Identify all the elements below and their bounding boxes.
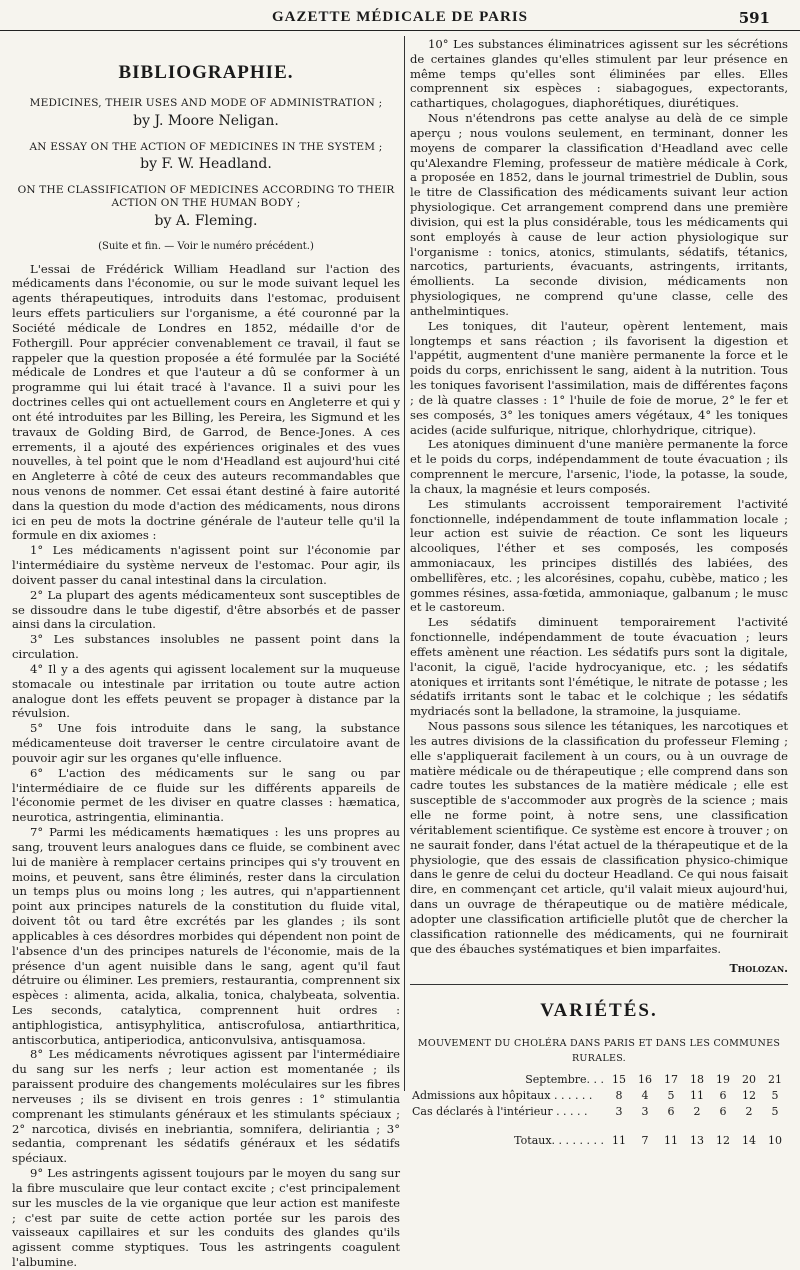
table-header-row — [410, 1072, 788, 1088]
paragraph: Les atoniques diminuent d'une manière permanente la force et le poids du corps, indépendamment de toute évacuation ; ils comprennent le mercure, l'arsenic, l'iode, la potasse, la soude, la chaux, la magnésie et leurs composés. — [410, 437, 788, 496]
axiom: 4° Il y a des agents qui agissent localement sur la muqueuse stomacale ou intestinale par irritation ou toute autre action analogue dont les effets peuvent se propager à distance par la révulsion. — [12, 661, 400, 721]
table-row — [410, 1088, 788, 1104]
day-label: 15 — [612, 1073, 626, 1087]
totals-row — [410, 1120, 788, 1149]
cell-value: 2 — [745, 1105, 753, 1119]
cell-value: 4 — [641, 1089, 649, 1103]
column-divider — [404, 36, 405, 1091]
stats-title: MOUVEMENT DU CHOLÉRA DANS PARIS ET DANS LES COMMUNES RURALES. — [417, 1037, 781, 1064]
book2-title: AN ESSAY ON THE ACTION OF MEDICINES IN THE SYSTEM ; — [29, 140, 383, 153]
paragraph: Les stimulants accroissent temporairement l'activité fonctionnelle, indépendamment de toute inflammation locale ; leur action est suivie de réaction. Ce sont les liqueurs alcooliques, l'éther et ses composés, les composés ammoniacaux, les principes distillés des labiées, des ombellifères, etc. ; les alcorésines, copahu, cubèbe, matico ; les gommes résines, assa-fœtida, ammoniaque, galbanum ; le musc et le castoreum. — [410, 496, 788, 615]
row-label: Admissions aux hôpitaux . . . . . . — [412, 1089, 593, 1103]
right-column — [410, 37, 788, 1149]
month-label: Septembre. . . — [525, 1073, 604, 1087]
axiom: 6° L'action des médicaments sur le sang ou par l'intermédiaire de ce fluide sur les différents appareils de l'économie permet de les diviser en quatre classes : hæmatica, neurotica, astringentia, eliminantia. — [12, 765, 400, 825]
cholera-table — [410, 1072, 788, 1149]
cell-value: 6 — [667, 1105, 675, 1119]
author-signature: Tholozan. — [729, 962, 788, 976]
total-value: 12 — [716, 1134, 730, 1148]
day-label: 18 — [690, 1073, 704, 1087]
axiom: 7° Parmi les médicaments hæmatiques : les uns propres au sang, trouvent leurs analogues dans ce fluide, se combinent avec lui de manière à remplacer certains principes qui s'y trouvent en moins, et peuvent, sans être éliminés, rester dans la circulation un temps plus ou moins long ; les autres, qui n'appartiennent point aux principes naturels de la constitution du fluide vital, doivent tôt ou tard être excrétés par les glandes ; ils sont applicables à ces désordres morbides qui dépendent non point de l'absence d'un des principes naturels de l'économie, mais de la présence d'un agent nuisible dans le sang, agent qu'il faut détruire ou éliminer. Les premiers, restaurantia, comprennent six espèces : alimenta, acida, alkalia, tonica, chalybeata, solventia. Les seconds, catalytica, comprennent huit ordres : antiphlogistica, antisyphylitica, antiscrofulosa, antiarthritica, antiscorbutica, antiperiodica, anticonvulsiva, antisquamosa. — [12, 825, 400, 1047]
total-value: 13 — [690, 1134, 704, 1148]
axiom: 5° Une fois introduite dans le sang, la substance médicamenteuse doit traverser le centre circulatoire avant de pouvoir agir sur les organes qu'elle influence. — [12, 721, 400, 765]
cell-value: 8 — [615, 1089, 623, 1103]
cell-value: 6 — [719, 1105, 727, 1119]
total-value: 14 — [742, 1134, 756, 1148]
paragraph: Nous passons sous silence les tétaniques, les narcotiques et les autres divisions de la classification du professeur Fleming ; elle s'appliquerait facilement à un cours, ou à un ouvrage de matière médicale ou de thérapeutique ; elle comprend dans son cadre toutes les substances de la matière médicale ; elle est susceptible de s'accommoder aux progrès de la science ; mais elle ne forme point, à notre sens, une classification véritablement scientifique. Ce système est encore à trouver ; on ne saurait fonder, dans l'état actuel de la thérapeutique et de la physiologie, que des essais de classification physico-chimique dans le genre de celui du docteur Headland. Ce qui nous faisait dire, en commençant cet article, qu'il valait mieux aujourd'hui, dans un ouvrage de thérapeutique ou de matière médicale, adopter une classification artificielle plutôt que de chercher la classification rationnelle des médicaments, qui ne fournirait que des ébauches systématiques et bien imparfaites. — [410, 719, 788, 956]
axiom: 1° Les médicaments n'agissent point sur l'économie par l'intermédiaire du système nerveux de l'estomac. Pour agir, ils doivent passer du canal intestinal dans la circulation. — [12, 543, 400, 587]
axiom: 9° Les astringents agissent toujours par le moyen du sang sur la fibre musculaire que leur contact excite ; c'est principalement sur les muscles de la vie organique que leur action est manifeste ; c'est par suite de cette action portée sur les parois des vaisseaux capillaires et sur les conduits des glandes qu'ils agissent comme styptiques. Tous les astringents coagulent l'albumine. — [12, 1166, 400, 1270]
continuation-note: (Suite et fin. — Voir le numéro précédent.) — [98, 240, 314, 252]
day-label: 17 — [664, 1073, 678, 1087]
day-label: 16 — [638, 1073, 652, 1087]
cell-value: 5 — [771, 1105, 779, 1119]
axiom: 10° Les substances éliminatrices agissent sur les sécrétions de certaines glandes qu'elles stimulent par leur présence en même temps qu'elles sont éliminées par elles. Elles comprennent six espèces : siabagogues, expectorants, cathartiques, cholagogues, diaphorétiques, diurétiques. — [410, 37, 788, 111]
cell-value: 2 — [693, 1105, 701, 1119]
left-column — [12, 37, 400, 1270]
total-label: Totaux. . . . . . . . — [514, 1134, 604, 1148]
cell-value: 3 — [615, 1105, 623, 1119]
total-value: 11 — [612, 1134, 626, 1148]
axiom: 8° Les médicaments névrotiques agissent par l'intermédiaire du sang sur les nerfs ; leur action est momentanée ; ils paraissent produire des changements moléculaires sur les fibres nerveuses ; ils se divisent en trois genres : 1° stimulantia comprenant les stimulants généraux et les stimulants spéciaux ; 2° narcotica, divisés en inebriantia, somnifera, deliriantia ; 3° sedantia, comprenant les sédatifs généraux et les sédatifs spéciaux. — [12, 1047, 400, 1166]
book3-author: by A. Fleming. — [154, 212, 258, 229]
total-value: 7 — [641, 1134, 649, 1148]
book1-author: by J. Moore Neligan. — [133, 112, 279, 129]
axiom: 2° La plupart des agents médicamenteux sont susceptibles de se dissoudre dans le tube digestif, d'être absorbés et de passer ainsi dans la circulation. — [12, 587, 400, 632]
section-title: BIBLIOGRAPHIE. — [118, 62, 294, 83]
day-label: 20 — [742, 1073, 756, 1087]
cell-value: 11 — [690, 1089, 704, 1103]
cell-value: 12 — [742, 1089, 756, 1103]
cell-value: 3 — [641, 1105, 649, 1119]
cell-value: 5 — [771, 1089, 779, 1103]
total-value: 10 — [768, 1134, 782, 1148]
page-number: 591 — [738, 9, 770, 27]
paragraph: L'essai de Frédérick William Headland sur l'action des médicaments dans l'économie, ou sur le mode suivant lequel les agents thérapeutiques, introduits dans l'estomac, produisent leurs effets particuliers sur l'organisme, a été couronné par la Société médicale de Londres en 1852, médaille d'or de Fothergill. Pour apprécier convenablement ce travail, il faut se rappeler que la question proposée a été formulée par la Société médicale de Londres et que l'auteur a dû se conformer à un programme qui lui était tracé à l'avance. Il a suivi pour les doctrines celles qui ont actuellement cours en Angleterre et qui y ont été introduites par les Billing, les Pereira, les Sigmund et les travaux de Golding Bird, de Garrod, de Bence-Jones. A ces errements, il a ajouté des expériences originales et des vues nouvelles, à tel point que le nom d'Headland est aujourd'hui cité en Angleterre à côté de ceux des auteurs recommandables que nous venons de nommer. Cet essai étant destiné à faire autorité dans la question du mode d'action des médicaments, nous dirons ici en peu de mots la doctrine générale de l'auteur telle qu'il la formule en dix axiomes : — [12, 261, 400, 543]
book3-title: ON THE CLASSIFICATION OF MEDICINES ACCORDING TO THEIR ACTION ON THE HUMAN BODY ; — [17, 184, 395, 210]
cell-value: 6 — [719, 1089, 727, 1103]
row-label: Cas déclarés à l'intérieur . . . . . — [412, 1105, 588, 1119]
axiom: 3° Les substances insolubles ne passent point dans la circulation. — [12, 632, 400, 662]
total-value: 11 — [664, 1134, 678, 1148]
section-separator — [410, 984, 788, 985]
page-header — [0, 0, 800, 31]
varietes-title: VARIÉTÉS. — [540, 1000, 658, 1022]
day-label: 19 — [716, 1073, 730, 1087]
table-row — [410, 1104, 788, 1120]
day-label: 21 — [768, 1073, 782, 1087]
paragraph: Les sédatifs diminuent temporairement l'activité fonctionnelle, indépendamment de toute évacuation ; leurs effets amènent une réaction. Les sédatifs purs sont la digitale, l'aconit, la ciguë, l'acide hydrocyanique, etc. ; les sédatifs atoniques et irritants sont l'émétique, le nitrate de potasse ; les sédatifs irritants sont le tabac et le colchique ; les sédatifs mydriacés sont la belladone, la stramoine, la jusquiame. — [410, 615, 788, 719]
book1-title: MEDICINES, THEIR USES AND MODE OF ADMINISTRATION ; — [29, 97, 383, 110]
journal-title: GAZETTE MÉDICALE DE PARIS — [271, 9, 528, 25]
cell-value: 5 — [667, 1089, 675, 1103]
paragraph: Les toniques, dit l'auteur, opèrent lentement, mais longtemps et sans réaction ; ils favorisent la digestion et l'appétit, augmentent d'une manière permanente la force et le poids du corps, enrichissent le sang, aident à la nutrition. Tous les toniques favorisent l'assimilation, mais de différentes façons ; de là quatre classes : 1° l'huile de foie de morue, 2° le fer et ses composés, 3° les toniques amers végétaux, 4° les toniques acides (acide sulfurique, nitrique, chlorhydrique, citrique). — [410, 318, 788, 437]
paragraph: Nous n'étendrons pas cette analyse au delà de ce simple aperçu ; nous voulons seulement, en terminant, donner les moyens de comparer la classification d'Headland avec celle qu'Alexandre Fleming, professeur de matière médicale à Cork, a proposée en 1852, dans le journal trimestriel de Dublin, sous le titre de Classification des médicaments suivant leur action physiologique. Cet arrangement comprend dans une première division, qui est la plus considérable, tous les médicaments qui sont employés à cause de leur action physiologique sur l'organisme : tonics, atonics, stimulants, sédatifs, tétanics, narcotics, parturients, évacuants, astringents, irritants, émollients. La seconde division, médicaments non physiologiques, ne comprend qu'une classe, celle des anthelmintiques. — [410, 111, 788, 318]
book2-author: by F. W. Headland. — [140, 156, 272, 173]
